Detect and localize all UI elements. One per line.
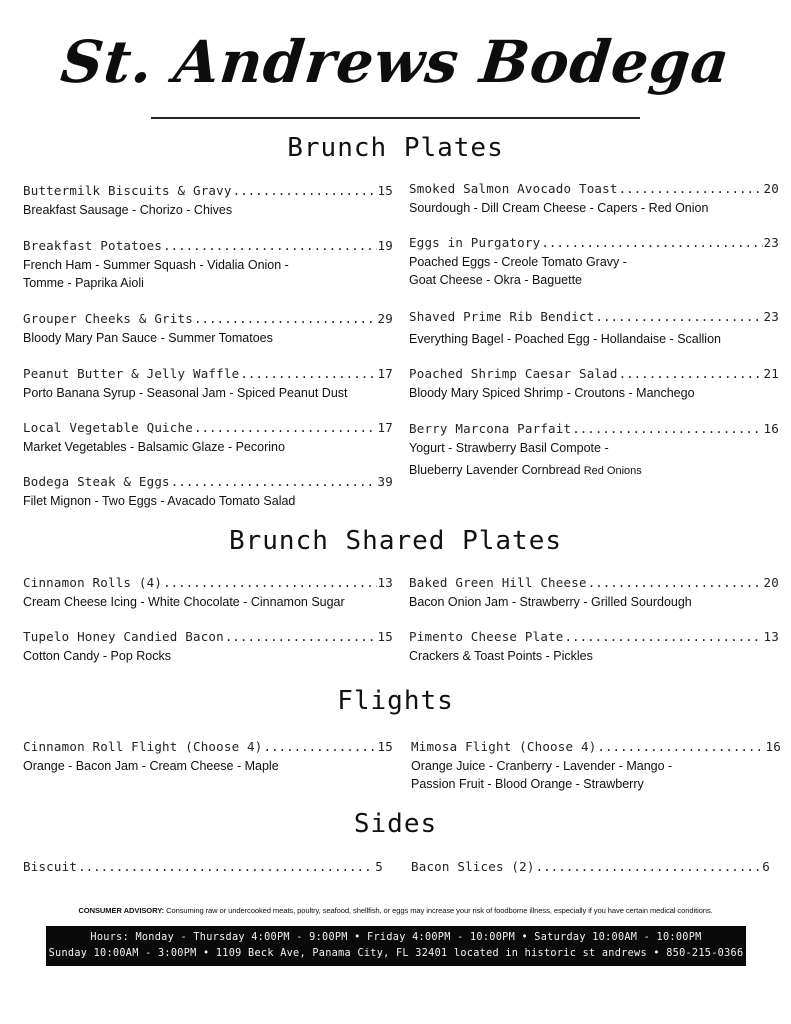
- item-description: Orange Juice - Cranberry - Lavender - Mango -: [411, 759, 673, 773]
- item-name: Baked Green Hill Cheese: [409, 575, 587, 590]
- item-price: 23: [763, 235, 779, 250]
- menu-item: [23, 739, 393, 775]
- item-name: Cinnamon Roll Flight (Choose 4): [23, 739, 263, 754]
- item-name: Tupelo Honey Candied Bacon: [23, 629, 224, 644]
- item-price: 13: [377, 575, 393, 590]
- leader-dots: [194, 311, 377, 326]
- item-name: Bodega Steak & Eggs: [23, 474, 170, 489]
- menu-item: [23, 629, 393, 665]
- item-description: Passion Fruit - Blood Orange - Strawberry: [411, 777, 644, 791]
- item-description: Cream Cheese Icing - White Chocolate - Cinnamon Sugar: [23, 595, 345, 609]
- menu-item: [409, 366, 779, 402]
- item-description: Filet Mignon - Two Eggs - Avacado Tomato Salad: [23, 494, 296, 508]
- item-description: Poached Eggs - Creole Tomato Gravy -: [409, 255, 627, 269]
- item-price: 29: [377, 311, 393, 326]
- item-price: 16: [765, 739, 781, 754]
- leader-dots: [619, 366, 763, 381]
- item-name: Bacon Slices (2): [411, 859, 535, 874]
- hours-footer: [46, 926, 746, 966]
- item-price: 16: [763, 421, 779, 436]
- item-price: 20: [763, 575, 779, 590]
- menu-item: [409, 181, 779, 217]
- item-price: 19: [377, 238, 393, 253]
- section-title-brunch-plates: Brunch Plates: [287, 133, 504, 163]
- item-description: Bloody Mary Pan Sauce - Summer Tomatoes: [23, 331, 273, 345]
- menu-item: [23, 575, 393, 611]
- menu-item: [23, 238, 393, 292]
- item-name: Pimento Cheese Plate: [409, 629, 564, 644]
- menu-item: [23, 183, 393, 219]
- leader-dots: [194, 420, 377, 435]
- item-description: Bacon Onion Jam - Strawberry - Grilled Sourdough: [409, 595, 692, 609]
- leader-dots: [264, 739, 377, 754]
- leader-dots: [572, 421, 762, 436]
- item-description: Goat Cheese - Okra - Baguette: [409, 273, 583, 287]
- item-price: 17: [377, 366, 393, 381]
- item-description: Market Vegetables - Balsamic Glaze - Pecorino: [23, 440, 285, 454]
- menu-item: [409, 575, 779, 611]
- item-description: Blueberry Lavender Cornbread: [409, 463, 581, 477]
- leader-dots: [233, 183, 377, 198]
- item-name: Local Vegetable Quiche: [23, 420, 193, 435]
- menu-item: [411, 739, 781, 793]
- item-name: Shaved Prime Rib Bendict: [409, 309, 595, 324]
- item-description: Breakfast Sausage - Chorizo - Chives: [23, 203, 233, 217]
- menu-item: [23, 859, 383, 874]
- item-description: French Ham - Summer Squash - Vidalia Onion -: [23, 258, 289, 272]
- consumer-advisory: [0, 906, 791, 915]
- leader-dots: [171, 474, 377, 489]
- item-name: Peanut Butter & Jelly Waffle: [23, 366, 240, 381]
- leader-dots: [595, 309, 762, 324]
- item-name: Eggs in Purgatory: [409, 235, 541, 250]
- menu-item: [23, 474, 393, 510]
- section-title-sides: Sides: [353, 809, 438, 839]
- leader-dots: [78, 859, 374, 874]
- item-price: 23: [763, 309, 779, 324]
- leader-dots: [163, 238, 376, 253]
- menu-item: [23, 366, 393, 402]
- item-price: 39: [377, 474, 393, 489]
- item-price: 15: [377, 739, 393, 754]
- leader-dots: [541, 235, 762, 250]
- footer-hours-line: Hours: Monday - Thursday 4:00PM - 9:00PM • Friday 4:00PM - 10:00PM • Saturday 10:00AM - 10:00PM: [90, 932, 702, 943]
- advisory-text: Consuming raw or undercooked meats, poultry, seafood, shellfish, or eggs may increase your risk of foodborne illness, especially if you have certain medical conditions.: [164, 906, 713, 915]
- leader-dots: [536, 859, 762, 874]
- item-price: 20: [763, 181, 779, 196]
- item-price: 13: [763, 629, 779, 644]
- footer-address-line: Sunday 10:00AM - 3:00PM • 1109 Beck Ave, Panama City, FL 32401 located in historic st andrews • 850-215-0366: [48, 948, 744, 959]
- menu-item: [409, 629, 779, 665]
- item-description: Crackers & Toast Points - Pickles: [409, 649, 593, 663]
- restaurant-logo: St. Andrews Bodega: [57, 28, 734, 96]
- leader-dots: [225, 629, 377, 644]
- leader-dots: [597, 739, 764, 754]
- advisory-label: CONSUMER ADVISORY:: [78, 906, 165, 915]
- menu-item: [409, 235, 779, 289]
- item-description: Orange - Bacon Jam - Cream Cheese - Maple: [23, 759, 279, 773]
- item-price: 5: [375, 859, 383, 874]
- menu-item: [23, 420, 393, 456]
- item-name: Biscuit: [23, 859, 78, 874]
- menu-item: [409, 421, 779, 480]
- item-price: 15: [377, 629, 393, 644]
- item-price: 15: [377, 183, 393, 198]
- item-name: Poached Shrimp Caesar Salad: [409, 366, 618, 381]
- item-name: Mimosa Flight (Choose 4): [411, 739, 597, 754]
- item-price: 17: [377, 420, 393, 435]
- item-description: Tomme - Paprika Aioli: [23, 276, 144, 290]
- item-price: 6: [762, 859, 770, 874]
- item-description-note: Red Onions: [580, 465, 642, 477]
- section-title-shared-plates: Brunch Shared Plates: [228, 526, 563, 556]
- item-description: Yogurt - Strawberry Basil Compote -: [409, 441, 609, 455]
- section-title-flights: Flights: [337, 686, 454, 716]
- menu-item: [411, 859, 770, 874]
- item-description: Cotton Candy - Pop Rocks: [23, 649, 171, 663]
- menu-item: [409, 309, 779, 348]
- item-name: Berry Marcona Parfait: [409, 421, 572, 436]
- menu-item: [23, 311, 393, 347]
- leader-dots: [163, 575, 376, 590]
- item-price: 21: [763, 366, 779, 381]
- item-name: Smoked Salmon Avocado Toast: [409, 181, 618, 196]
- item-name: Buttermilk Biscuits & Gravy: [23, 183, 232, 198]
- item-description: Everything Bagel - Poached Egg - Hollandaise - Scallion: [409, 332, 721, 346]
- item-name: Breakfast Potatoes: [23, 238, 163, 253]
- item-description: Bloody Mary Spiced Shrimp - Croutons - Manchego: [409, 386, 695, 400]
- item-name: Grouper Cheeks & Grits: [23, 311, 193, 326]
- item-name: Cinnamon Rolls (4): [23, 575, 163, 590]
- leader-dots: [240, 366, 376, 381]
- leader-dots: [565, 629, 763, 644]
- item-description: Sourdough - Dill Cream Cheese - Capers - Red Onion: [409, 201, 709, 215]
- logo-divider: [151, 117, 640, 119]
- item-description: Porto Banana Syrup - Seasonal Jam - Spiced Peanut Dust: [23, 386, 348, 400]
- leader-dots: [619, 181, 763, 196]
- leader-dots: [588, 575, 763, 590]
